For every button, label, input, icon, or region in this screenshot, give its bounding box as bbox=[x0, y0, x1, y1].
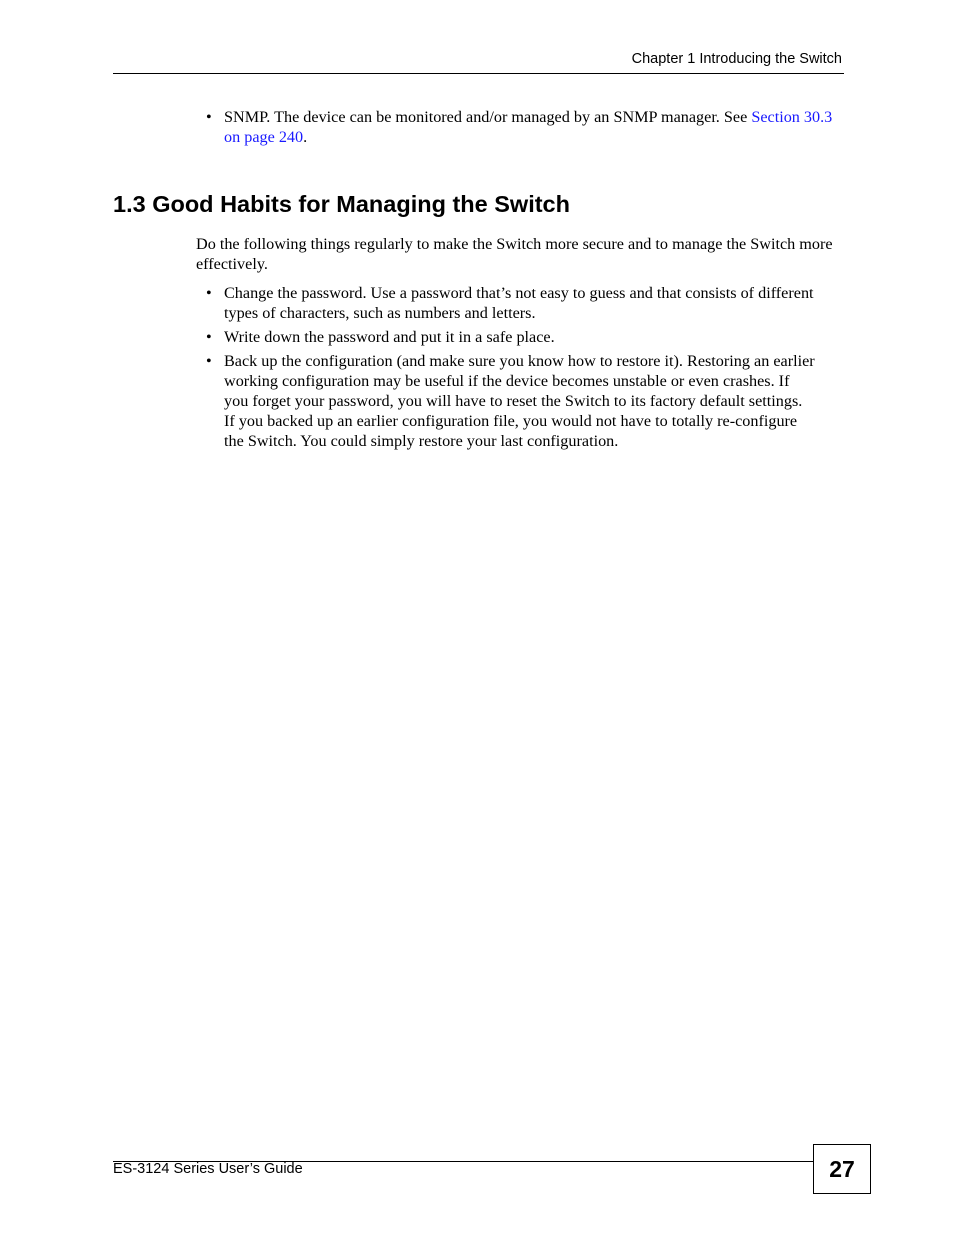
page-number-box bbox=[813, 1144, 871, 1194]
list-item: • Change the password. Use a password that’s not easy to guess and that consists of different types of characters, such as numbers and letters. bbox=[205, 283, 815, 323]
section-title: 1.3 Good Habits for Managing the Switch bbox=[113, 191, 570, 217]
snmp-bullet-list bbox=[205, 107, 845, 151]
running-header: Chapter 1 Introducing the Switch bbox=[631, 51, 842, 67]
header-rule bbox=[113, 73, 844, 74]
snmp-text: SNMP. The device can be monitored and/or managed by an SNMP manager. See bbox=[224, 108, 752, 126]
guide-title: ES-3124 Series User’s Guide bbox=[113, 1161, 303, 1177]
list-item: • Back up the configuration (and make sure you know how to restore it). Restoring an earlier working configuration may be useful if the device becomes unstable or even crashes. If you forget your password, you will have to reset the Switch to its factory default settings. If you backed up an earlier configuration file, you would not have to totally re-configure the Switch. You could simply restore your last configuration. bbox=[205, 351, 815, 452]
list-item: • Write down the password and put it in a safe place. bbox=[205, 327, 815, 347]
section-link[interactable]: Section 30.3 on page 240 bbox=[224, 108, 833, 147]
good-habits-list bbox=[205, 283, 815, 455]
snmp-text-end: . bbox=[303, 128, 308, 147]
page-number: 27 bbox=[829, 1155, 855, 1182]
section-intro: Do the following things regularly to make the Switch more secure and to manage the Switch more effectively. bbox=[196, 235, 833, 274]
list-item bbox=[205, 107, 845, 147]
